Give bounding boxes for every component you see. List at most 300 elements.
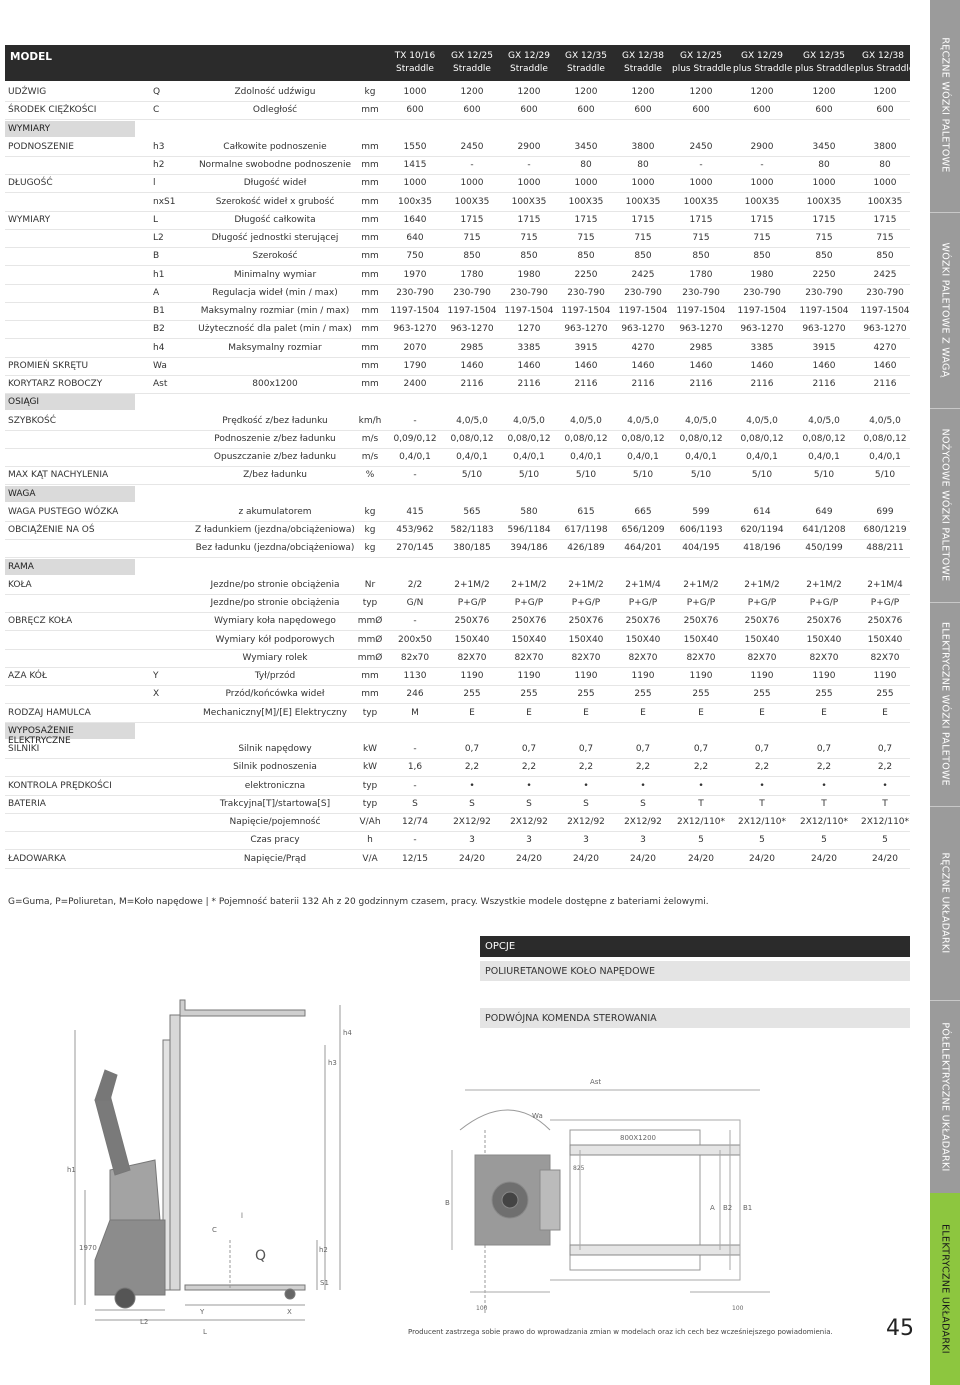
row-value-model-1: 750	[406, 251, 424, 261]
row-value-model-2: 2+1M/2	[454, 580, 490, 590]
row-value-model-1: 270/145	[396, 543, 434, 553]
row-value-model-3: 0,7	[521, 744, 537, 754]
spec-row	[5, 340, 910, 358]
spec-row	[5, 796, 910, 814]
spec-row	[5, 851, 910, 869]
spec-row	[5, 632, 910, 650]
row-value-model-4: E	[583, 708, 589, 718]
row-value-model-2: 1780	[460, 270, 484, 280]
row-value-model-1: 2/2	[407, 580, 423, 590]
row-value-model-6: 1197-1504	[676, 306, 726, 316]
row-value-model-3: 4,0/5,0	[513, 416, 545, 426]
row-value-model-3: 230-790	[510, 288, 548, 298]
row-value-model-6: 404/195	[682, 543, 720, 553]
side-nav-item-elektryczne-ukladarki[interactable]: ELEKTRYCZNE UKŁADARKI	[939, 1224, 951, 1354]
row-value-model-2: 24/20	[459, 854, 485, 864]
row-unit: typ	[362, 598, 378, 608]
row-value-model-6: 1200	[689, 87, 713, 97]
row-category: AZA KÓŁ	[8, 671, 47, 681]
row-value-model-8: 715	[815, 233, 833, 243]
section-label: WYPOSAŻENIE ELEKTRYCZNE	[8, 726, 74, 746]
top-view-drawing	[440, 1070, 790, 1320]
row-value-model-3: 2X12/92	[510, 817, 548, 827]
row-category: OBRĘCZ KOŁA	[8, 616, 73, 626]
row-description: Jezdne/po stronie obciążenia	[210, 580, 340, 590]
row-value-model-5: 464/201	[624, 543, 662, 553]
row-value-model-8: 1715	[812, 215, 836, 225]
row-value-model-6: 2116	[689, 379, 713, 389]
row-value-model-3: 82X70	[514, 653, 544, 663]
row-value-model-4: 715	[577, 233, 595, 243]
spec-row	[5, 832, 910, 850]
row-value-model-4: 600	[577, 105, 595, 115]
row-unit: mm	[361, 142, 379, 152]
row-value-model-7: 963-1270	[740, 324, 784, 334]
row-value-model-2: 2985	[460, 343, 484, 353]
row-value-model-2: 1197-1504	[447, 306, 497, 316]
row-value-model-6: 5/10	[690, 470, 712, 480]
row-value-model-6: -	[699, 160, 703, 170]
row-value-model-2: 0,4/0,1	[456, 452, 488, 462]
row-unit: mm	[361, 105, 379, 115]
row-description: Minimalny wymiar	[233, 270, 317, 280]
row-value-model-3: 580	[520, 507, 538, 517]
row-description: elektroniczna	[244, 781, 306, 791]
row-value-model-3: 150X40	[511, 635, 547, 645]
row-value-model-3: 5/10	[518, 470, 540, 480]
row-description: Zdolność udźwigu	[234, 87, 316, 97]
dim-h4: h4	[343, 1029, 352, 1037]
model-column-8: GX 12/35 plus Straddle	[795, 51, 855, 74]
spec-row	[5, 84, 910, 102]
row-value-model-6: 850	[692, 251, 710, 261]
row-value-model-4: 255	[577, 689, 595, 699]
spec-row	[5, 303, 910, 321]
row-description: z akumulatorem	[238, 507, 312, 517]
row-value-model-3: 3	[526, 835, 532, 845]
row-value-model-7: 1980	[750, 270, 774, 280]
row-value-model-5: E	[640, 708, 646, 718]
row-value-model-9: 699	[876, 507, 894, 517]
row-value-model-7: T	[759, 799, 765, 809]
row-value-model-4: 2,2	[578, 762, 594, 772]
row-value-model-6: 2,2	[693, 762, 709, 772]
row-symbol: l	[153, 178, 156, 188]
side-nav-item-wozki-z-waga[interactable]: WÓZKI PALETOWE Z WAGĄ	[939, 242, 951, 378]
spec-row	[5, 705, 910, 723]
row-value-model-4: 1190	[574, 671, 598, 681]
spec-row	[5, 285, 910, 303]
row-value-model-2: 2450	[460, 142, 484, 152]
row-value-model-2: 380/185	[453, 543, 491, 553]
row-symbol: L2	[153, 233, 164, 243]
row-value-model-5: 0,4/0,1	[627, 452, 659, 462]
row-value-model-1: 1000	[403, 178, 427, 188]
row-value-model-6: 1190	[689, 671, 713, 681]
row-value-model-6: 1715	[689, 215, 713, 225]
spec-row	[5, 248, 910, 266]
spec-row	[5, 212, 910, 230]
row-value-model-4: 82X70	[571, 653, 601, 663]
row-value-model-2: •	[469, 781, 475, 791]
row-value-model-2: -	[470, 160, 474, 170]
row-value-model-9: 488/211	[866, 543, 904, 553]
row-description: Z/bez ładunku	[243, 470, 307, 480]
row-value-model-9: 0,08/0,12	[863, 434, 907, 444]
dim-s1: S1	[320, 1279, 329, 1287]
dim-x: X	[287, 1308, 292, 1316]
dim-100-left: 100	[476, 1305, 488, 1312]
row-value-model-1: 415	[406, 507, 424, 517]
model-label: MODEL	[10, 51, 52, 63]
row-value-model-8: 450/199	[805, 543, 843, 553]
row-value-model-2: 230-790	[453, 288, 491, 298]
row-value-model-1: -	[413, 781, 417, 791]
row-unit: kg	[364, 507, 376, 517]
row-value-model-1: 1197-1504	[390, 306, 440, 316]
row-symbol: B2	[153, 324, 165, 334]
row-value-model-5: 715	[634, 233, 652, 243]
row-value-model-9: 150X40	[867, 635, 903, 645]
section-label: WYMIARY	[8, 124, 51, 134]
section-header	[5, 723, 135, 746]
dim-h1: h1	[67, 1166, 76, 1174]
row-value-model-3: 0,08/0,12	[507, 434, 551, 444]
row-value-model-1: 1970	[403, 270, 427, 280]
row-value-model-3: 394/186	[510, 543, 548, 553]
row-value-model-8: 24/20	[811, 854, 837, 864]
side-nav-item-nozycowe[interactable]: NOŻYCOWE WÓZKI PALETOWE	[939, 428, 951, 582]
row-unit: mm	[361, 160, 379, 170]
spec-row	[5, 668, 910, 686]
row-value-model-9: •	[882, 781, 888, 791]
row-value-model-4: 2250	[574, 270, 598, 280]
row-unit: typ	[362, 781, 378, 791]
row-value-model-9: 1460	[873, 361, 897, 371]
row-description: Odległość	[252, 105, 298, 115]
row-value-model-6: 0,08/0,12	[679, 434, 723, 444]
row-unit: mm	[361, 270, 379, 280]
dim-a: A	[710, 1204, 715, 1212]
row-value-model-2: 250X76	[454, 616, 490, 626]
spec-row	[5, 613, 910, 631]
dim-wa: Wa	[532, 1112, 543, 1120]
row-value-model-1: 82x70	[400, 653, 430, 663]
section-label: OSIĄGI	[8, 397, 40, 407]
dim-b2: B2	[723, 1204, 733, 1212]
row-value-model-9: 1200	[873, 87, 897, 97]
side-nav-item-polelektryczne[interactable]: PÓŁELEKTRYCZNE UKŁADARKI	[939, 1022, 951, 1172]
row-value-model-3: 1200	[517, 87, 541, 97]
row-value-model-5: 0,08/0,12	[621, 434, 665, 444]
row-value-model-4: 5/10	[575, 470, 597, 480]
spec-row	[5, 650, 910, 668]
row-value-model-5: 600	[634, 105, 652, 115]
model-column-2: GX 12/25 Straddle	[451, 51, 493, 74]
row-value-model-3: 1197-1504	[504, 306, 554, 316]
row-description: Przód/końcówka wideł	[225, 689, 325, 699]
row-value-model-5: 250X76	[625, 616, 661, 626]
row-description: Napięcie/Prąd	[243, 854, 307, 864]
row-value-model-8: 1460	[812, 361, 836, 371]
row-value-model-8: 80	[818, 160, 830, 170]
row-value-model-3: 715	[520, 233, 538, 243]
row-value-model-6: 24/20	[688, 854, 714, 864]
spec-row	[5, 413, 910, 431]
row-value-model-2: 850	[463, 251, 481, 261]
row-value-model-7: 0,4/0,1	[746, 452, 778, 462]
row-description: Maksymalny rozmiar (min / max)	[200, 306, 350, 316]
section-header	[5, 486, 135, 502]
spec-row	[5, 175, 910, 193]
row-value-model-9: 2,2	[877, 762, 893, 772]
row-unit: kg	[364, 525, 376, 535]
row-value-model-4: 100X35	[568, 197, 604, 207]
row-description: Szerokość	[252, 251, 298, 261]
row-value-model-6: 600	[692, 105, 710, 115]
row-symbol: L	[153, 215, 159, 225]
row-value-model-2: 2X12/92	[453, 817, 491, 827]
row-value-model-6: 1780	[689, 270, 713, 280]
row-value-model-6: 606/1193	[679, 525, 723, 535]
row-value-model-8: 2+1M/2	[806, 580, 842, 590]
row-value-model-3: 1270	[517, 324, 541, 334]
dim-1970: 1970	[79, 1244, 97, 1252]
row-value-model-2: 100X35	[454, 197, 490, 207]
row-value-model-8: 250X76	[806, 616, 842, 626]
options-header	[480, 936, 910, 957]
spec-row	[5, 267, 910, 285]
row-unit: km/h	[358, 416, 382, 426]
row-value-model-8: T	[821, 799, 827, 809]
spec-row	[5, 230, 910, 248]
row-value-model-8: 641/1208	[802, 525, 846, 535]
row-value-model-6: 599	[692, 507, 710, 517]
row-category: RODZAJ HAMULCA	[8, 708, 91, 718]
row-value-model-4: 426/189	[567, 543, 605, 553]
row-value-model-9: 4,0/5,0	[869, 416, 901, 426]
row-description: Silnik podnoszenia	[233, 762, 317, 772]
row-value-model-4: 0,7	[578, 744, 594, 754]
row-value-model-4: •	[583, 781, 589, 791]
row-value-model-7: -	[760, 160, 764, 170]
row-category: BATERIA	[8, 799, 46, 809]
row-value-model-1: M	[411, 708, 419, 718]
row-value-model-7: 3385	[750, 343, 774, 353]
row-value-model-4: 3	[583, 835, 589, 845]
row-value-model-7: •	[759, 781, 765, 791]
spec-row	[5, 741, 910, 759]
row-value-model-9: E	[882, 708, 888, 718]
row-value-model-2: 82X70	[457, 653, 487, 663]
model-column-7: GX 12/29 plus Straddle	[733, 51, 793, 74]
dim-825: 825	[573, 1165, 585, 1172]
row-value-model-1: S	[412, 799, 418, 809]
row-value-model-4: 2X12/92	[567, 817, 605, 827]
row-value-model-5: 1000	[631, 178, 655, 188]
dim-y: Y	[200, 1308, 205, 1316]
row-value-model-6: 1460	[689, 361, 713, 371]
row-value-model-1: 1550	[403, 142, 427, 152]
row-value-model-5: P+G/P	[628, 598, 658, 608]
row-value-model-9: 230-790	[866, 288, 904, 298]
row-value-model-5: 2X12/92	[624, 817, 662, 827]
row-value-model-5: 3	[640, 835, 646, 845]
row-value-model-7: 1200	[750, 87, 774, 97]
row-value-model-5: 2425	[631, 270, 655, 280]
row-value-model-7: 4,0/5,0	[746, 416, 778, 426]
model-column-6: GX 12/25 plus Straddle	[672, 51, 732, 74]
row-value-model-5: 230-790	[624, 288, 662, 298]
side-nav-item-reczne-wozki[interactable]: RĘCZNE WÓZKI PALETOWE	[939, 37, 951, 173]
row-value-model-9: 5/10	[874, 470, 896, 480]
row-value-model-9: 2X12/110*	[860, 817, 910, 827]
row-value-model-8: 1197-1504	[799, 306, 849, 316]
row-symbol: Y	[153, 671, 159, 681]
row-value-model-1: 12/15	[402, 854, 428, 864]
row-unit: mm	[361, 361, 379, 371]
spec-row	[5, 157, 910, 175]
model-column-4: GX 12/35 Straddle	[565, 51, 607, 74]
row-value-model-2: 1000	[460, 178, 484, 188]
row-value-model-9: T	[882, 799, 888, 809]
row-value-model-4: 150X40	[568, 635, 604, 645]
row-value-model-1: 230-790	[396, 288, 434, 298]
dim-ast: Ast	[590, 1078, 602, 1086]
row-description: Tył/przód	[254, 671, 296, 681]
row-category: MAX KĄT NACHYLENIA	[8, 470, 109, 480]
row-unit: typ	[362, 799, 378, 809]
row-value-model-1: 0,4/0,1	[399, 452, 431, 462]
row-value-model-7: 614	[753, 507, 771, 517]
row-value-model-9: 2425	[873, 270, 897, 280]
row-value-model-4: 1197-1504	[561, 306, 611, 316]
row-value-model-5: •	[640, 781, 646, 791]
row-value-model-9: 5	[882, 835, 888, 845]
row-description: Czas pracy	[250, 835, 300, 845]
row-symbol: h1	[153, 270, 165, 280]
row-symbol: Ast	[153, 379, 168, 389]
row-value-model-8: 150X40	[806, 635, 842, 645]
dim-l2: L2	[140, 1318, 149, 1326]
row-description: Z ładunkiem (jezdna/obciążeniowa)	[195, 525, 355, 535]
row-value-model-4: 2116	[574, 379, 598, 389]
row-value-model-5: 2,2	[635, 762, 651, 772]
row-value-model-7: 0,7	[754, 744, 770, 754]
row-value-model-8: 3450	[812, 142, 836, 152]
row-unit: mm	[361, 689, 379, 699]
row-value-model-5: 80	[637, 160, 649, 170]
row-unit: mm	[361, 343, 379, 353]
row-value-model-4: 2+1M/2	[568, 580, 604, 590]
row-value-model-4: S	[583, 799, 589, 809]
row-value-model-3: 100X35	[511, 197, 547, 207]
row-value-model-5: 150X40	[625, 635, 661, 645]
row-value-model-5: 1190	[631, 671, 655, 681]
option-item: PODWÓJNA KOMENDA STEROWANIA	[480, 1008, 910, 1028]
row-value-model-9: 1715	[873, 215, 897, 225]
section-label: RAMA	[8, 562, 34, 572]
row-value-model-8: •	[821, 781, 827, 791]
row-value-model-6: 2X12/110*	[676, 817, 726, 827]
row-unit: mmØ	[357, 653, 383, 663]
row-description: Silnik napędowy	[238, 744, 312, 754]
row-description: Normalne swobodne podnoszenie	[198, 160, 352, 170]
row-value-model-9: P+G/P	[870, 598, 900, 608]
row-value-model-4: 850	[577, 251, 595, 261]
row-value-model-6: 100X35	[683, 197, 719, 207]
row-unit: kW	[362, 744, 378, 754]
row-category: ŚRODEK CIĘŻKOŚCI	[8, 105, 97, 115]
row-value-model-5: S	[640, 799, 646, 809]
row-symbol: Wa	[153, 361, 167, 371]
row-value-model-9: 963-1270	[863, 324, 907, 334]
row-value-model-5: 665	[634, 507, 652, 517]
side-nav-item-elektryczne-wozki[interactable]: ELEKTRYCZNE WÓZKI PALETOWE	[939, 622, 951, 786]
row-value-model-5: 0,7	[635, 744, 651, 754]
model-column-1: TX 10/16 Straddle	[394, 51, 436, 74]
row-category: WAGA PUSTEGO WÓZKA	[8, 507, 119, 517]
row-value-model-3: 600	[520, 105, 538, 115]
row-value-model-2: 600	[463, 105, 481, 115]
row-value-model-6: 1000	[689, 178, 713, 188]
row-unit: mm	[361, 306, 379, 316]
row-value-model-1: 12/74	[402, 817, 428, 827]
side-nav-item-reczne-ukladarki[interactable]: RĘCZNE UKŁADARKI	[939, 852, 951, 954]
row-value-model-7: 2+1M/2	[744, 580, 780, 590]
row-description: Wymiary koła napędowego	[214, 616, 336, 626]
spec-row	[5, 504, 910, 522]
row-value-model-2: 255	[463, 689, 481, 699]
model-column-9: GX 12/38 plus Straddle	[855, 51, 915, 74]
row-value-model-7: 2X12/110*	[737, 817, 787, 827]
dim-l: l	[241, 1212, 243, 1220]
row-value-model-1: 1000	[403, 87, 427, 97]
row-value-model-9: 1197-1504	[860, 306, 910, 316]
row-value-model-4: 1200	[574, 87, 598, 97]
row-value-model-2: 1190	[460, 671, 484, 681]
row-value-model-1: 200x50	[398, 635, 432, 645]
row-value-model-5: 656/1209	[621, 525, 665, 535]
row-category: OBCIĄŻENIE NA OŚ	[8, 525, 95, 535]
category-side-nav	[930, 0, 960, 1385]
row-value-model-4: P+G/P	[571, 598, 601, 608]
row-value-model-6: 0,7	[693, 744, 709, 754]
row-value-model-6: T	[698, 799, 704, 809]
dim-h2: h2	[319, 1246, 328, 1254]
row-value-model-4: 1715	[574, 215, 598, 225]
row-value-model-6: 150X40	[683, 635, 719, 645]
row-unit: kW	[362, 762, 378, 772]
row-value-model-5: 255	[634, 689, 652, 699]
row-value-model-2: 4,0/5,0	[456, 416, 488, 426]
row-value-model-6: 250X76	[683, 616, 719, 626]
row-value-model-1: 1,6	[407, 762, 423, 772]
row-value-model-8: 5	[821, 835, 827, 845]
row-value-model-3: 3385	[517, 343, 541, 353]
row-description: Mechaniczny[M]/[E] Elektryczny	[203, 708, 347, 718]
row-category: SILNIKI	[8, 744, 40, 754]
row-value-model-3: 2900	[517, 142, 541, 152]
row-value-model-8: 230-790	[805, 288, 843, 298]
row-value-model-3: S	[526, 799, 532, 809]
row-value-model-9: 0,4/0,1	[869, 452, 901, 462]
row-unit: mm	[361, 379, 379, 389]
row-value-model-7: 2,2	[754, 762, 770, 772]
row-description: Regulacja wideł (min / max)	[212, 288, 338, 298]
row-value-model-4: 230-790	[567, 288, 605, 298]
row-value-model-6: 715	[692, 233, 710, 243]
